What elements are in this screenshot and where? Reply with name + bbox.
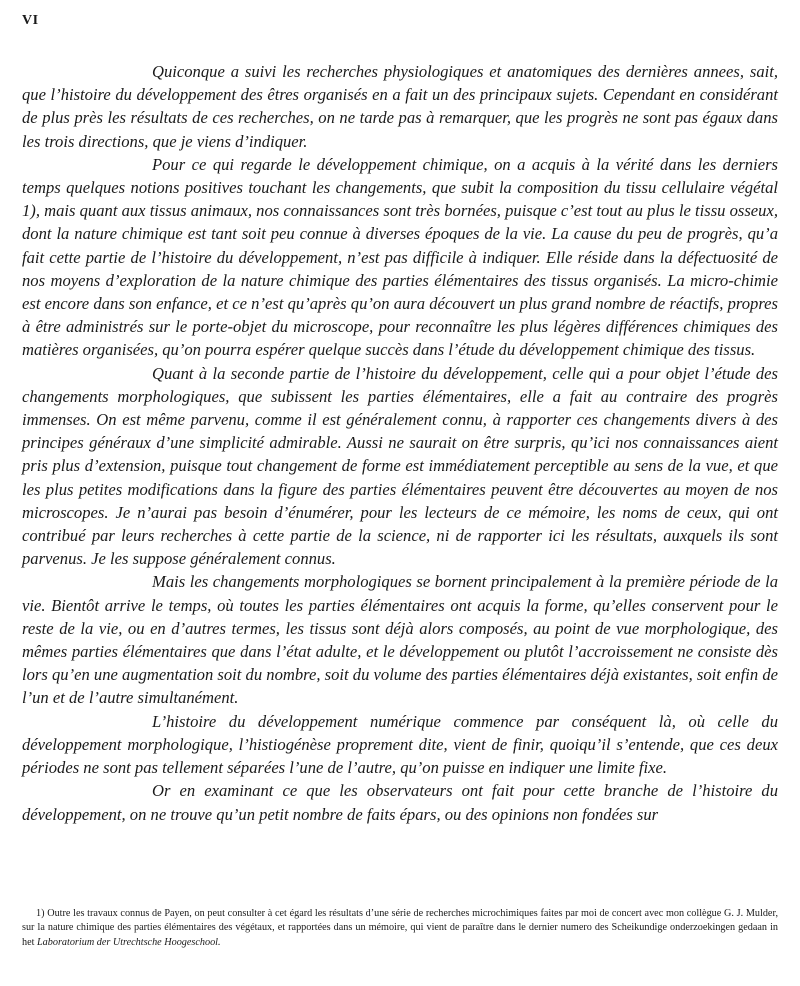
page-number: VI — [22, 13, 39, 28]
paragraph: L’histoire du développement numérique commence par conséquent là, où celle du développement morphologique, l’histiogénèse proprement dite, vient de finir, quoiqu’il s’entende, que ces deux périodes ne sont pas tellement séparées l’une de l’autre, qu’on puisse en indiquer une limite fixe. — [22, 711, 778, 778]
footnote-text: 1) Outre les travaux connus de Payen, on peut consulter à cet égard les résultats d’une série de recherches microchimiques faites par moi de concert avec mon collègue G. J. Mulder, sur la nature chimique des parties élémentaires des végétaux, et rapportées dans un mémoire, qui vient de paraître dans le dernier numero des Scheikundige onderzoekingen gedaan in het — [22, 908, 778, 948]
footnotes — [22, 907, 778, 950]
paragraph: Pour ce qui regarde le développement chimique, on a acquis à la vérité dans les derniers temps quelques notions positives touchant les changements, que subit la composition du tissu cellulaire végétal 1), mais quant aux tissus animaux, nos connaissances sont très bornées, puisque c’est tout au plus le tissu osseux, dont la nature chimique est tant soit peu connue à diverses époques de la vie. La cause du peu de progrès, qu’a fait cette partie de l’histoire du développement, n’est pas difficile à indiquer. Elle réside dans la défectuosité de nos moyens d’exploration de la nature chimique des parties élémentaires des tissus organisés. La micro-chimie est encore dans son enfance, et ce n’est qu’après qu’on aura découvert un plus grand nombre de réactifs, propres à être administrés sur le porte-objet du microscope, pour reconnaître les plus légères différences chimiques des matières organisées, qu’on pourra espérer quelque succès dans l’étude du développement chimique des tissus. — [22, 154, 778, 360]
paragraph: Or en examinant ce que les observateurs ont fait pour cette branche de l’histoire du développement, on ne trouve qu’un petit nombre de faits épars, ou des opinions non fondées sur — [22, 781, 778, 824]
footnote-italic-tail: Laboratorium der Utrechtsche Hoogeschool. — [37, 936, 221, 948]
body-text — [22, 60, 778, 826]
footnote — [22, 907, 778, 950]
paragraph: Quiconque a suivi les recherches physiologiques et anatomiques des dernières annees, sait, que l’histoire du développement des êtres organisés en a fait un des principaux sujets. Cependant en considérant de plus près les résultats de ces recherches, on ne tarde pas à remarquer, que les progrès ne sont pas égaux dans les trois directions, que je viens d’indiquer. — [22, 62, 778, 151]
paragraph: Mais les changements morphologiques se bornent principalement à la première période de la vie. Bientôt arrive le temps, où toutes les parties élémentaires ont acquis la forme, qu’elles conservent pour le reste de la vie, ou en d’autres termes, les tissus sont déjà alors composés, au point de vue morphologique, des mêmes parties élémentaires que dans l’état adulte, et le développement ou plutôt l’accroissement ne consiste dès lors qu’en une augmentation soit du nombre, soit du volume des parties élémentaires déjà existantes, soit enfin de l’un et de l’autre simultanément. — [22, 572, 778, 708]
paragraph: Quant à la seconde partie de l’histoire du développement, celle qui a pour objet l’étude des changements morphologiques, que subissent les parties élémentaires, elle a fait au contraire des progrès immenses. On est même parvenu, comme il est généralement connu, à rapporter ces changements divers à des principes généraux d’une simplicité admirable. Aussi ne saurait on être surpris, qu’ici nos connaissances aient pris plus d’extension, puisque tout changement de forme est immédiatement perceptible au sens de la vue, et que les plus petites modifications dans la figure des parties élémentaires peuvent être découvertes au moyen de nos microscopes. Je n’aurai pas besoin d’énumérer, pour les lecteurs de ce mémoire, les noms de ceux, qui ont contribué par leurs recherches à cette partie de la science, ni de rapporter ici les résultats, auxquels ils sont parvenus. Je les suppose généralement connus. — [22, 363, 778, 569]
